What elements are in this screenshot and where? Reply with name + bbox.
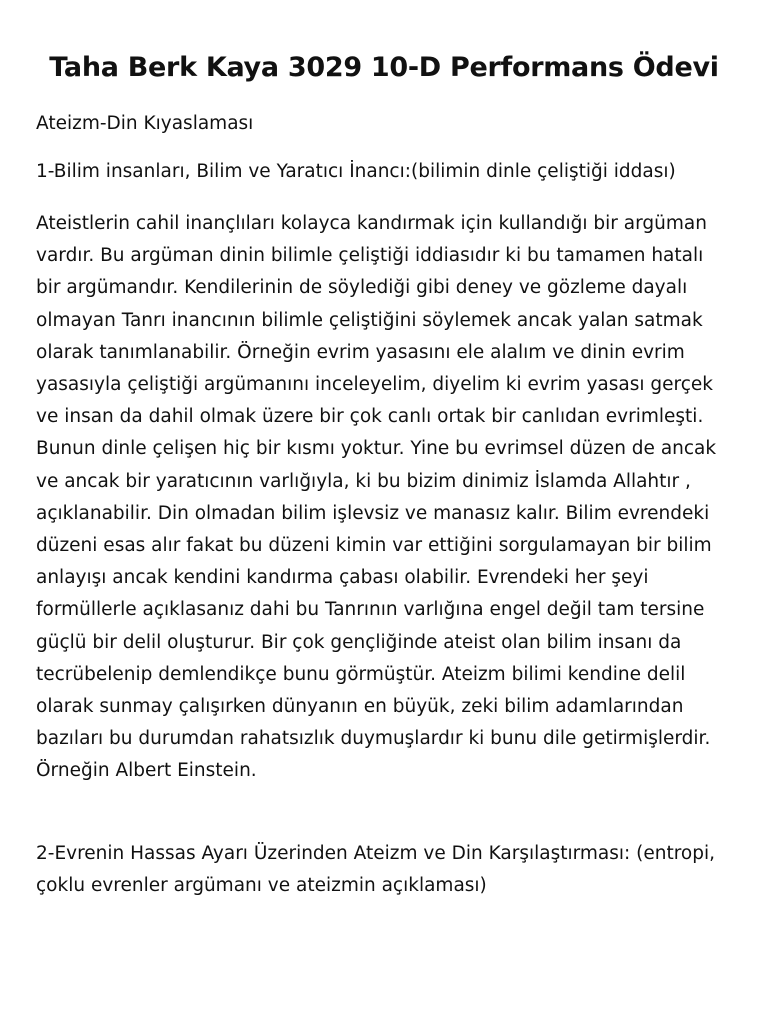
document-title: Taha Berk Kaya 3029 10-D Performans Ödevi — [49, 52, 719, 83]
section-2-heading: 2-Evrenin Hassas Ayarı Üzerinden Ateizm ve Din Karşılaştırması: (entropi, çoklu evrenler argümanı ve ateizmin açıklaması) — [36, 842, 716, 896]
section-1-paragraph: Ateistlerin cahil inançlıları kolayca kandırmak için kullandığı bir argüman vardır. Bu argüman dinin bilimle çeliştiği iddiasıdır ki bu tamamen hatalı bir argümandır. Kendilerinin de söylediği gibi deney ve gözleme dayalı olmayan Tanrı inancının bilimle çeliştiğini söylemek ancak yalan satmak olarak tanımlanabilir. Örneğin evrim yasasını ele alalım ve dinin evrim yasasıyla çeliştiği argümanını inceleyelim, diyelim ki evrim yasası gerçek ve insan da dahil olmak üzere bir çok canlı ortak bir canlıdan evrimleşti. Bunun dinle çelişen hiç bir kısmı yoktur. Yine bu evrimsel düzen de ancak ve ancak bir yaratıcının varlığıyla, ki bu bizim dinimiz İslamda Allahtır , açıklanabilir. Din olmadan bilim işlevsiz ve manasız kalır. Bilim evrendeki düzeni esas alır fakat bu düzeni kimin var ettiğini sorgulamayan bir bilim anlayışı ancak kendini kandırma çabası olabilir. Evrendeki her şeyi formüllerle açıklasanız dahi bu Tanrının varlığına engel değil tam tersine güçlü bir delil oluşturur. Bir çok gençliğinde ateist olan bilim insanı da tecrübelenip demlendikçe bunu görmüştür. Ateizm bilimi kendine delil olarak sunmay çalışırken dünyanın en büyük, zeki bilim adamlarından bazıları bu durumdan rahatsızlık duymuşlardır ki bunu dile getirmişlerdir. Örneğin Albert Einstein. — [36, 213, 717, 782]
section-1-heading: 1-Bilim insanları, Bilim ve Yaratıcı İnancı:(bilimin dinle çeliştiği iddası) — [36, 161, 676, 182]
document-subtitle: Ateizm-Din Kıyaslaması — [36, 113, 254, 134]
section-spacer — [36, 788, 732, 838]
